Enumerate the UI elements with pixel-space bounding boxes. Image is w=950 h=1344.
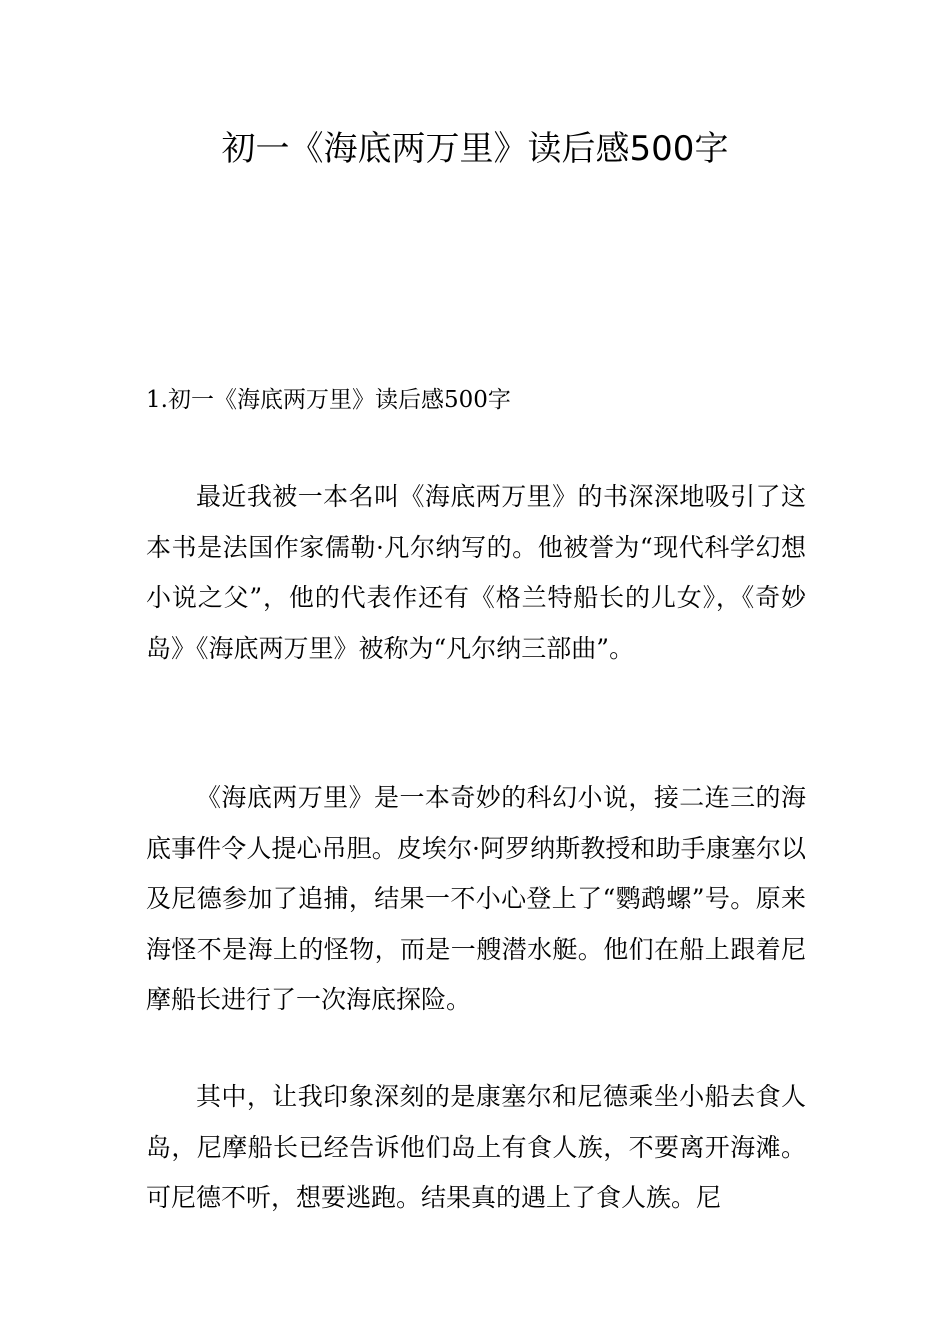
paragraph-2: 《海底两万里》是一本奇妙的科幻小说，接二连三的海底事件令人提心吊胆。皮埃尔·阿罗纳斯教授和助手康塞尔以及尼德参加了追捕，结果一不小心登上了“鹦鹉螺”号。原来海怪不是海上的怪物，而是一艘潜水艇。他们在船上跟着尼摩船长进行了一次海底探险。 [146,783,806,1014]
document-title: 初一《海底两万里》读后感500字 [221,129,729,169]
section-heading: 1.初一《海底两万里》读后感500字 [146,387,511,413]
paragraph-3: 其中，让我印象深刻的是康塞尔和尼德乘坐小船去食人岛，尼摩船长已经告诉他们岛上有食人族，不要离开海滩。可尼德不听，想要逃跑。结果真的遇上了食人族。尼 [146,1082,806,1212]
paragraph-1: 最近我被一本名叫《海底两万里》的书深深地吸引了这本书是法国作家儒勒·凡尔纳写的。他被誉为“现代科学幻想小说之父”，他的代表作还有《格兰特船长的儿女》，《奇妙岛》《海底两万里》被称为“凡尔纳三部曲”。 [146,482,806,663]
paragraph-3-container [146,1072,806,1232]
